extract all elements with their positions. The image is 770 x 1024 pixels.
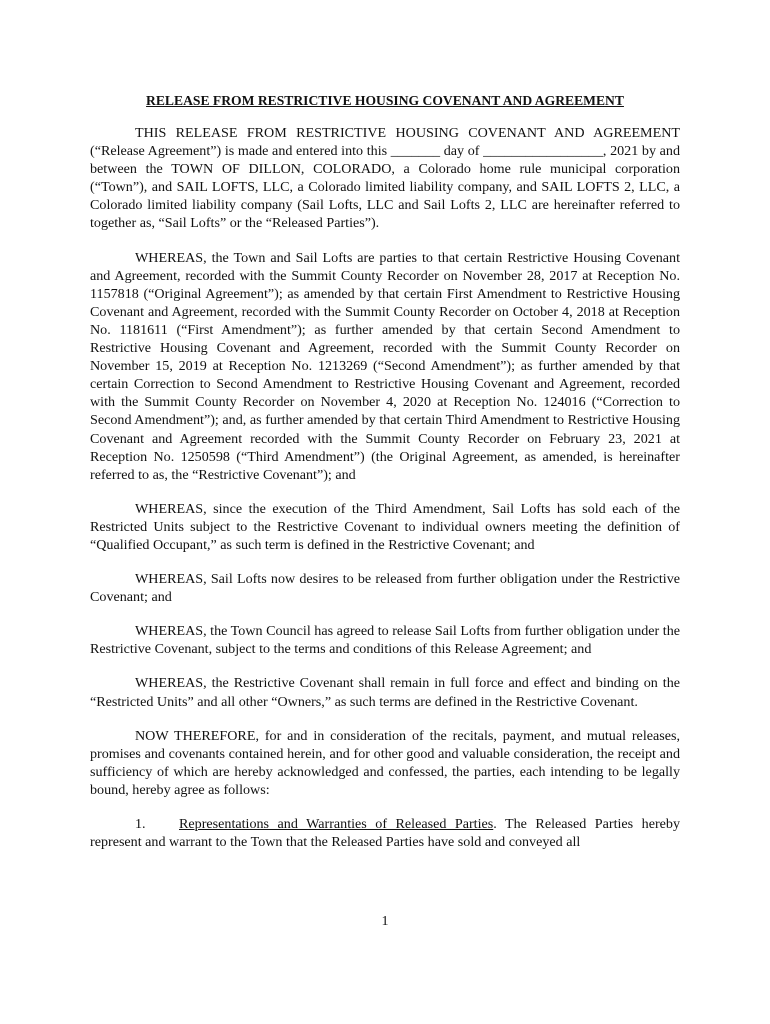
page-number: 1	[381, 914, 389, 929]
section-1-heading: Representations and Warranties of Released Parties	[179, 816, 494, 832]
document-title: RELEASE FROM RESTRICTIVE HOUSING COVENANT AND AGREEMENT	[146, 93, 624, 108]
intro-paragraph: THIS RELEASE FROM RESTRICTIVE HOUSING COVENANT AND AGREEMENT (“Release Agreement”) is made and entered into this _______ day of _________________, 2021 by and between the TOWN OF DILLON, COLORADO, a Colorado home rule municipal corporation (“Town”), and SAIL LOFTS, LLC, a Colorado limited liability company, and SAIL LOFTS 2, LLC, a Colorado limited liability company (Sail Lofts, LLC and Sail Lofts 2, LLC are hereinafter referred to together as, “Sail Lofts” or the “Released Parties”).	[90, 125, 680, 232]
section-1-text: . The Released Parties hereby represent and warrant to the Town that the Released Parties have sold and conveyed all	[90, 816, 681, 851]
whereas-paragraph-5: WHEREAS, the Restrictive Covenant shall remain in full force and effect and binding on the “Restricted Units” and all other “Owners,” as such terms are defined in the Restrictive Covenant.	[90, 675, 680, 710]
document-body	[90, 92, 680, 867]
whereas-paragraph-3: WHEREAS, Sail Lofts now desires to be released from further obligation under the Restrictive Covenant; and	[90, 571, 680, 606]
whereas-paragraph-4: WHEREAS, the Town Council has agreed to release Sail Lofts from further obligation under the Restrictive Covenant, subject to the terms and conditions of this Release Agreement; and	[90, 623, 680, 658]
whereas-paragraph-1: WHEREAS, the Town and Sail Lofts are parties to that certain Restrictive Housing Covenant and Agreement, recorded with the Summit County Recorder on November 28, 2017 at Reception No. 1157818 (“Original Agreement”); as amended by that certain First Amendment to Restrictive Housing Covenant and Agreement, recorded with the Summit County Recorder on October 4, 2018 at Reception No. 1181611 (“First Amendment”); as further amended by that certain Second Amendment to Restrictive Housing Covenant and Agreement, recorded with the Summit County Recorder on November 15, 2019 at Reception No. 1213269 (“Second Amendment”); as further amended by that certain Correction to Second Amendment to Restrictive Housing Covenant and Agreement, recorded with the Summit County Recorder on November 4, 2020 at Reception No. 124016 (“Correction to Second Amendment”); and, as further amended by that certain Third Amendment to Restrictive Housing Covenant and Agreement recorded with the Summit County Recorder on February 23, 2021 at Reception No. 1250598 (“Third Amendment”) (the Original Agreement, as amended, is hereinafter referred to as, the “Restrictive Covenant”); and	[90, 249, 680, 483]
section-1-number: 1.	[135, 816, 146, 832]
section-1-paragraph	[90, 815, 680, 851]
now-therefore-paragraph: NOW THEREFORE, for and in consideration of the recitals, payment, and mutual releases, promises and covenants contained herein, and for other good and valuable consideration, the receipt and sufficiency of which are hereby acknowledged and confessed, the parties, each intending to be legally bound, hereby agree as follows:	[90, 727, 680, 798]
whereas-paragraph-2: WHEREAS, since the execution of the Third Amendment, Sail Lofts has sold each of the Restricted Units subject to the Restrictive Covenant to individual owners meeting the definition of “Qualified Occupant,” as such term is defined in the Restrictive Covenant; and	[90, 500, 680, 553]
